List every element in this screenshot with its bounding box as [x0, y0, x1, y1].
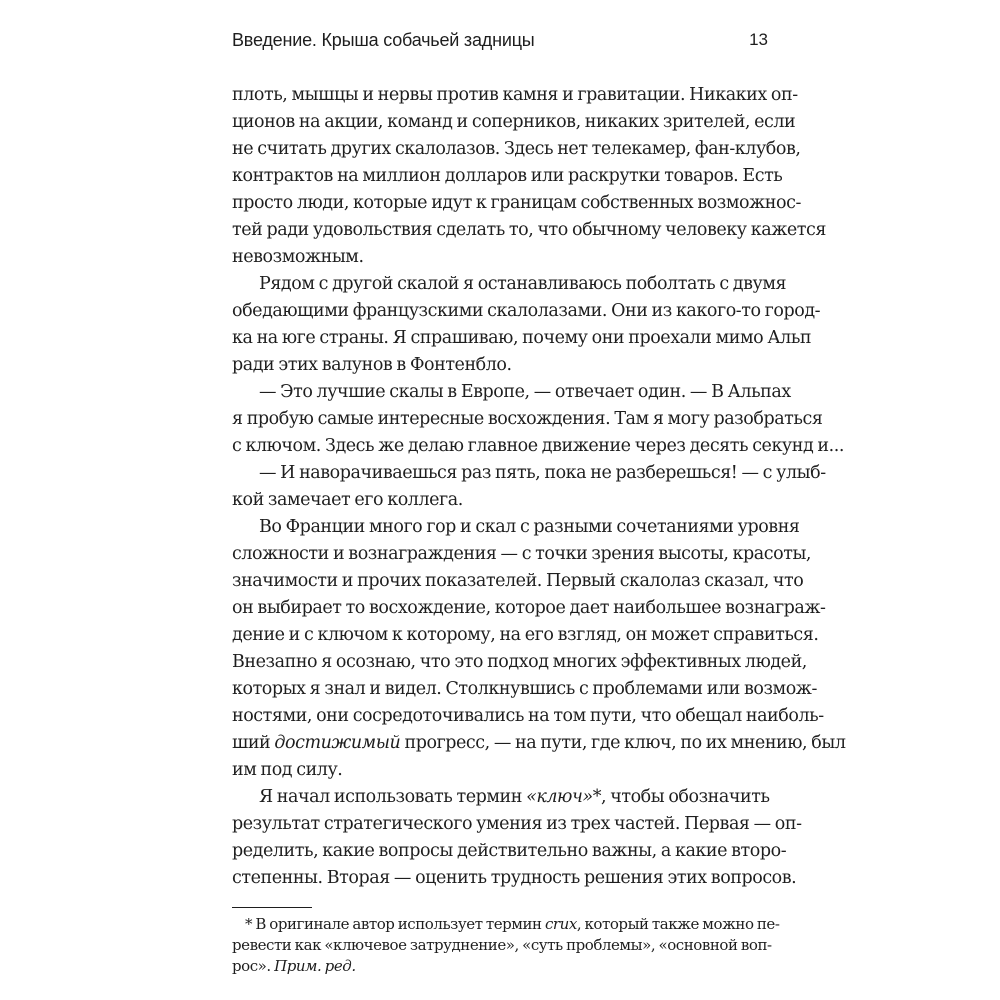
- text-line: сложности и вознаграждения — с точки зрения высоты, красоты,: [232, 544, 812, 564]
- text-line: Рядом с другой скалой я останавливаюсь поболтать с двумя: [259, 274, 787, 294]
- text-line: тей ради удовольствия сделать то, что обычному человеку кажется: [232, 220, 826, 240]
- text-line: просто люди, которые идут к границам собственных возможнос-: [232, 193, 801, 213]
- text-run: * В оригинале автор использует термин: [245, 915, 545, 933]
- text-line: [259, 785, 768, 809]
- text-run: рос».: [232, 957, 275, 975]
- running-head: Введение. Крыша собачьей задницы: [232, 30, 535, 50]
- text-line: плоть, мышцы и нервы против камня и гравитации. Никаких оп-: [232, 85, 798, 105]
- emphasis-dostizhimyi: достижимый: [274, 733, 401, 753]
- emphasis-editor-note: Прим. ред.: [274, 957, 356, 975]
- text-run: *, чтобы обозначить: [592, 787, 770, 807]
- text-line: не считать других скалолазов. Здесь нет телекамер, фан-клубов,: [232, 139, 801, 159]
- text-line: обедающими французскими скалолазами. Они из какого-то город-: [232, 301, 821, 321]
- text-line: им под силу.: [232, 760, 343, 780]
- text-line: он выбирает то восхождение, которое дает наибольшее вознаграж-: [232, 598, 826, 618]
- text-line: Во Франции много гор и скал с разными сочетаниями уровня: [259, 517, 800, 537]
- text-line: я пробую самые интересные восхождения. Там я могу разобраться: [232, 409, 823, 429]
- text-run: ший: [232, 733, 275, 753]
- footnote-line: [232, 956, 768, 976]
- footnote-divider: [232, 907, 312, 908]
- footnote-line: [245, 914, 780, 934]
- text-run: Я начал использовать термин: [259, 787, 527, 807]
- page-number: 13: [749, 30, 768, 49]
- text-line: дение и с ключом к которому, на его взгляд, он может справиться.: [232, 625, 819, 645]
- text-line: контрактов на миллион долларов или раскрутки товаров. Есть: [232, 166, 783, 186]
- text-line: невозможным.: [232, 247, 364, 267]
- footnote-line: ревести как «ключевое затруднение», «суть проблемы», «основной воп-: [232, 936, 772, 954]
- text-line: результат стратегического умения из трех частей. Первая — оп-: [232, 814, 802, 834]
- text-line: ка на юге страны. Я спрашиваю, почему они проехали мимо Альп: [232, 328, 812, 348]
- text-line: значимости и прочих показателей. Первый скалолаз сказал, что: [232, 571, 804, 591]
- emphasis-klyuch: «ключ»: [526, 787, 593, 807]
- text-line: — И наворачиваешься раз пять, пока не разберешься! — с улыб-: [259, 463, 826, 483]
- text-line: с ключом. Здесь же делаю главное движение через десять секунд и...: [232, 436, 844, 456]
- text-line: — Это лучшие скалы в Европе, — отвечает один. — В Альпах: [259, 382, 791, 402]
- text-line: ционов на акции, команд и соперников, никаких зрителей, если: [232, 112, 796, 132]
- text-line: ради этих валунов в Фонтенбло.: [232, 355, 512, 375]
- emphasis-crux: crux: [544, 915, 577, 933]
- text-line: ределить, какие вопросы действительно важны, а какие второ-: [232, 841, 787, 861]
- text-run: прогресс, — на пути, где ключ, по их мнению, был: [400, 733, 846, 753]
- text-line: которых я знал и видел. Столкнувшись с проблемами или возмож-: [232, 679, 817, 699]
- text-line: [232, 731, 846, 755]
- text-line: степенны. Вторая — оценить трудность решения этих вопросов.: [232, 868, 797, 888]
- text-line: Внезапно я осознаю, что это подход многих эффективных людей,: [232, 652, 807, 672]
- text-run: , который также можно пе-: [576, 915, 780, 933]
- text-line: кой замечает его коллега.: [232, 490, 463, 510]
- text-line: ностями, они сосредоточивались на том пути, что обещал наиболь-: [232, 706, 824, 726]
